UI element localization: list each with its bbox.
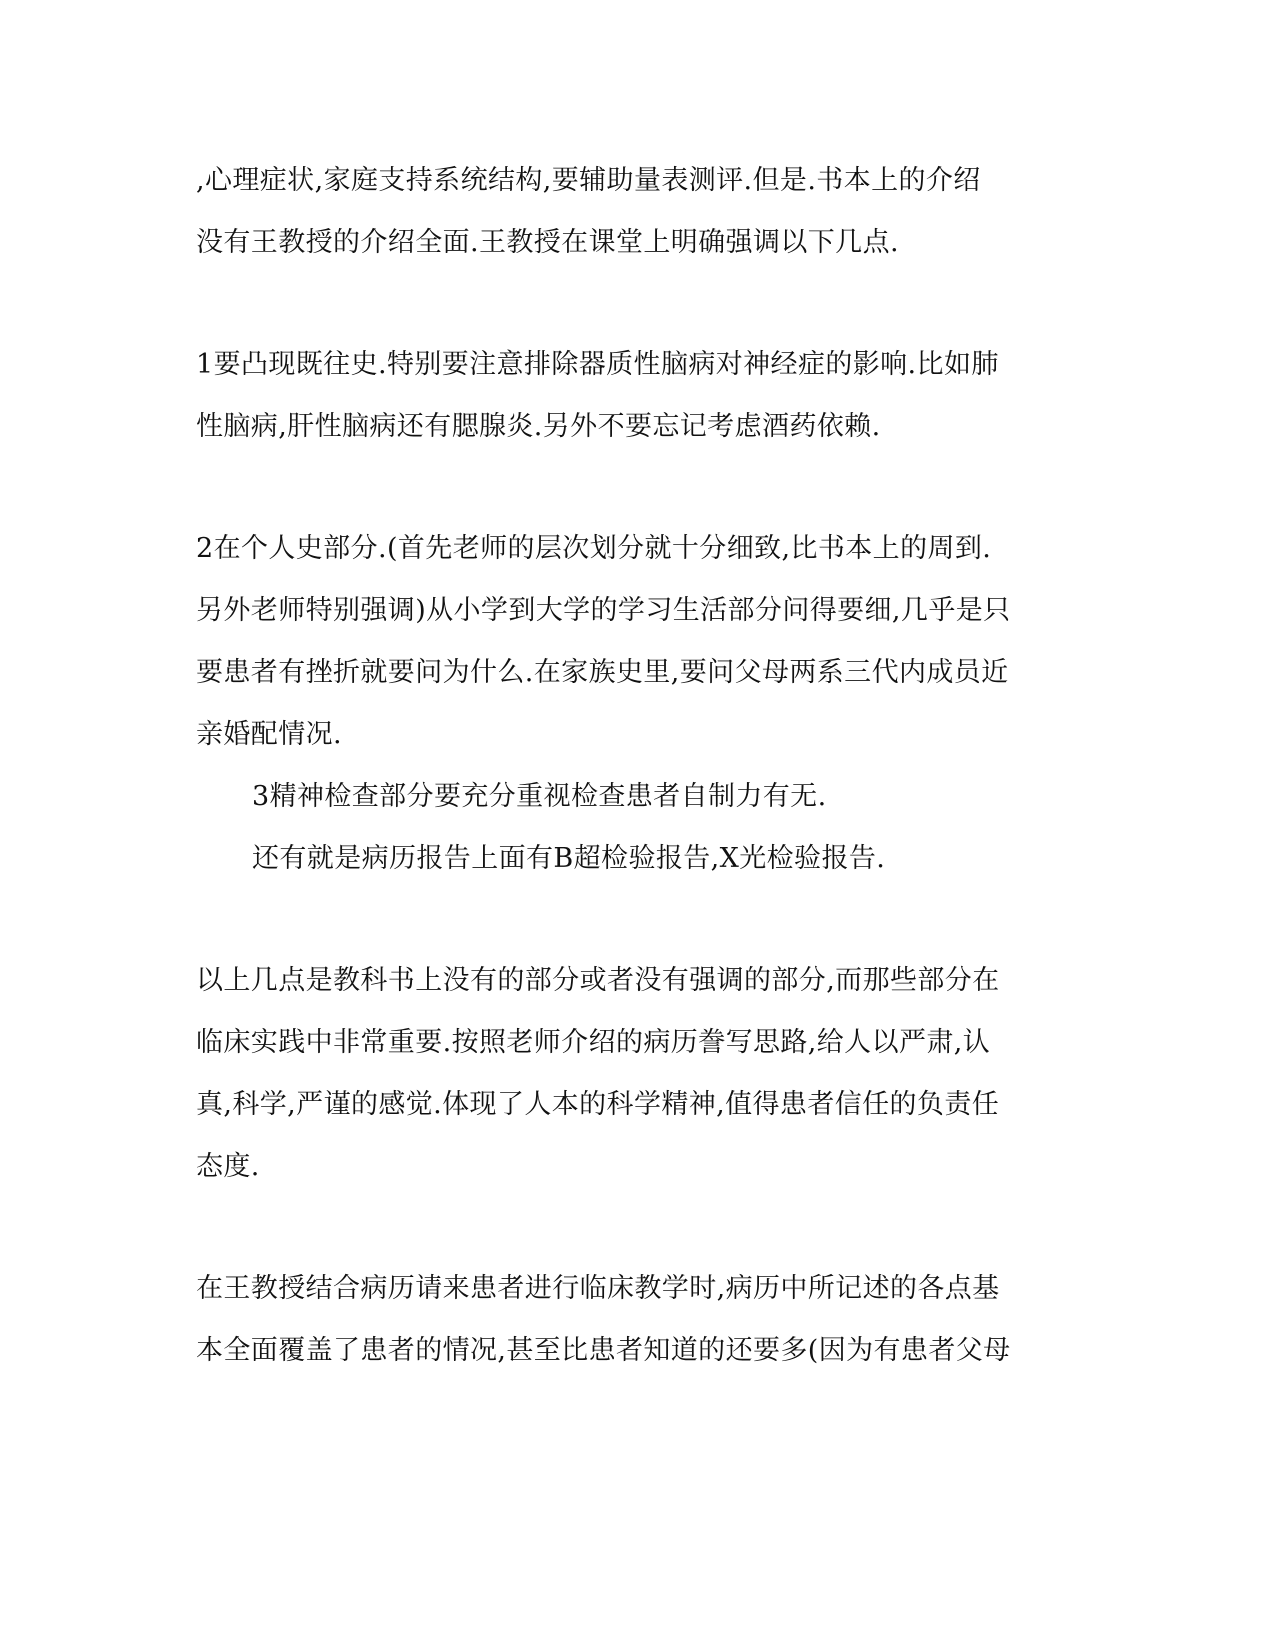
text-line: 真,科学,严谨的感觉.体现了人本的科学精神,值得患者信任的负责任 (196, 1089, 1000, 1120)
text-line: 临床实践中非常重要.按照老师介绍的病历誊写思路,给人以严肃,认 (196, 1027, 991, 1058)
text-line: 态度. (196, 1151, 260, 1182)
text-line: 以上几点是教科书上没有的部分或者没有强调的部分,而那些部分在 (196, 965, 1000, 996)
text-line: ,心理症状,家庭支持系统结构,要辅助量表测评.但是.书本上的介绍 (196, 165, 981, 196)
text-line: 2在个人史部分.(首先老师的层次划分就十分细致,比书本上的周到. (196, 533, 992, 564)
text-line: 3精神检查部分要充分重视检查患者自制力有无. (252, 781, 827, 812)
text-line: 要患者有挫折就要问为什么.在家族史里,要问父母两系三代内成员近 (196, 657, 1009, 688)
text-line: 没有王教授的介绍全面.王教授在课堂上明确强调以下几点. (196, 227, 899, 258)
text-line: 还有就是病历报告上面有B超检验报告,X光检验报告. (252, 843, 886, 874)
text-line: 本全面覆盖了患者的情况,甚至比患者知道的还要多(因为有患者父母 (196, 1335, 1011, 1366)
text-line: 在王教授结合病历请来患者进行临床教学时,病历中所记述的各点基 (196, 1273, 1000, 1304)
text-line: 另外老师特别强调)从小学到大学的学习生活部分问得要细,几乎是只 (196, 595, 1011, 626)
text-line: 亲婚配情况. (196, 719, 342, 750)
text-line: 1要凸现既往史.特别要注意排除器质性脑病对神经症的影响.比如肺 (196, 349, 999, 380)
text-line: 性脑病,肝性脑病还有腮腺炎.另外不要忘记考虑酒药依赖. (196, 411, 881, 442)
